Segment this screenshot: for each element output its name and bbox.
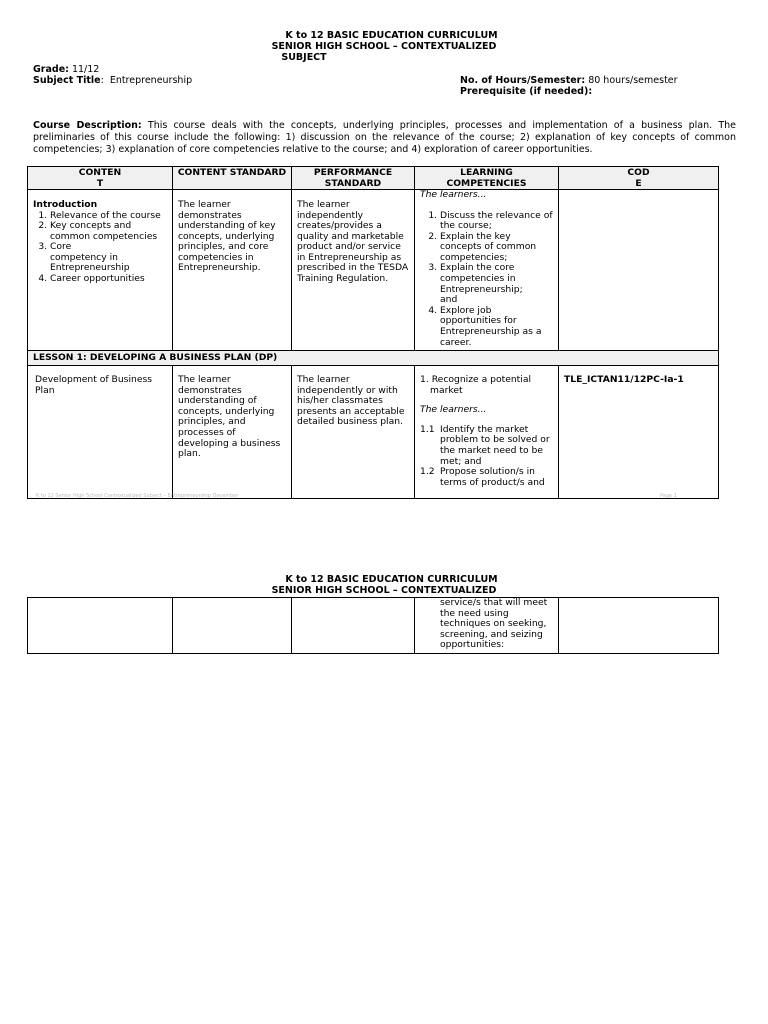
- cont-content-standard-cell: [173, 598, 292, 654]
- lesson1-content-cell: Development of Business Plan: [28, 366, 173, 499]
- col-header-code: COD E: [559, 167, 719, 190]
- cont-performance-standard-cell: [292, 598, 415, 654]
- intro-topic-list: [33, 211, 167, 285]
- curriculum-table: [27, 166, 719, 499]
- lesson-row: [28, 351, 719, 366]
- list-item: 1. Discuss the relevance of the course;: [440, 211, 553, 232]
- competency-1-2: 1.2 Propose solution/s in terms of product/s and: [420, 466, 545, 488]
- table-header-row: [28, 167, 719, 190]
- list-item: 3. Explain the core competencies in Entrepreneurship; and: [440, 263, 553, 305]
- intro-competencies-cell: [415, 190, 559, 351]
- page-header: [0, 30, 768, 63]
- course-description: [33, 120, 736, 156]
- curriculum-table-continued: [27, 597, 719, 654]
- list-item: 2. Explain the key concepts of common competencies;: [440, 232, 553, 264]
- cont-competencies-cell: service/s that will meet the need using techniques on seeking, screening, and seizing opportunities:: [415, 598, 559, 654]
- intro-title: Introduction: [33, 199, 98, 210]
- col-header-learning-competencies: LEARNING COMPETENCIES: [415, 167, 559, 190]
- list-item: 2. Key concepts and common competencies: [50, 221, 167, 242]
- page-footer-right: Page 1: [660, 493, 677, 499]
- cont-code-cell: [559, 598, 719, 654]
- lesson1-performance-standard-cell: The learner independently or with his/her classmates presents an acceptable detailed business plan.: [292, 366, 415, 499]
- lesson1-code-cell: [559, 366, 719, 499]
- page-footer-left: K to 12 Senior High School Contextualized Subject – Entrepreneurship December: [36, 493, 239, 499]
- lesson-title: LESSON 1: DEVELOPING A BUSINESS PLAN (DP): [28, 351, 719, 366]
- intro-performance-standard-cell: The learner independently creates/provides a quality and marketable product and/or service in Entrepreneurship as prescribed in the TESDA Training Regulation.: [292, 190, 415, 351]
- hours-label: No. of Hours/Semester:: [460, 75, 586, 86]
- page-header-2: [0, 575, 768, 597]
- col-header-performance-standard: PERFORMANCE STANDARD: [292, 167, 415, 190]
- cont-content-cell: [28, 598, 173, 654]
- grade-label: Grade:: [33, 64, 69, 75]
- subject-label: Subject Title: [33, 75, 101, 86]
- lesson1-content-standard-cell: The learner demonstrates understanding of concepts, underlying principles, and processes of developing a business plan.: [173, 366, 292, 499]
- description-text: This course deals with the concepts, underlying principles, processes and implementation of a business plan. The preliminaries of this course include the following: 1) discussion on the relevance of the course; 2) explanation of key concepts of common competencies; 3) explanation of core competencies relative to the course; and 4) exploration of career opportunities.: [33, 120, 736, 155]
- competency-1: 1. Recognize a potential market: [420, 374, 532, 396]
- intro-content-standard-cell: The learner demonstrates understanding of key concepts, underlying principles, and core competencies in Entrepreneurship.: [173, 190, 292, 351]
- subject-value: Entrepreneurship: [109, 75, 193, 86]
- list-item: 1. Relevance of the course: [50, 211, 167, 222]
- description-label: Course Description:: [33, 120, 142, 131]
- table-row: [28, 598, 719, 654]
- competency-code: TLE_ICTAN11/12PC-Ia-1: [564, 374, 684, 386]
- intro-content-cell: [28, 190, 173, 351]
- table-row: [28, 190, 719, 351]
- competency-1-1: 1.1 Identify the market problem to be solved or the market need to be met; and: [420, 423, 550, 467]
- header-subtitle-2: SENIOR HIGH SCHOOL – CONTEXTUALIZED: [271, 584, 497, 596]
- learners-label: The learners...: [420, 189, 487, 200]
- header-subject: SUBJECT: [281, 51, 327, 63]
- prereq-line: [460, 87, 592, 98]
- header-title: K to 12 BASIC EDUCATION CURRICULUM: [285, 30, 498, 41]
- hours-value: 80 hours/semester: [588, 75, 678, 86]
- header-title-2: K to 12 BASIC EDUCATION CURRICULUM: [285, 574, 498, 585]
- intro-competency-list: [420, 211, 553, 349]
- list-item: 4. Career opportunities: [50, 274, 167, 285]
- lesson1-competencies-cell: [415, 366, 559, 499]
- prereq-label: Prerequisite (if needed):: [460, 86, 593, 97]
- col-header-content-standard: CONTENT STANDARD: [173, 167, 292, 190]
- col-header-content: CONTEN T: [28, 167, 173, 190]
- header-subtitle: SENIOR HIGH SCHOOL – CONTEXTUALIZED: [271, 40, 497, 52]
- subject-line: Subject Title: Entrepreneurship: [33, 75, 193, 86]
- learners-label: The learners...: [420, 404, 487, 416]
- list-item: 4. Explore job opportunities for Entrepreneurship as a career.: [440, 306, 553, 348]
- list-item: 3. Core competency in Entrepreneurship: [50, 242, 167, 274]
- intro-code-cell: [559, 190, 719, 351]
- table-row: [28, 366, 719, 499]
- grade-value: 11/12: [71, 64, 100, 75]
